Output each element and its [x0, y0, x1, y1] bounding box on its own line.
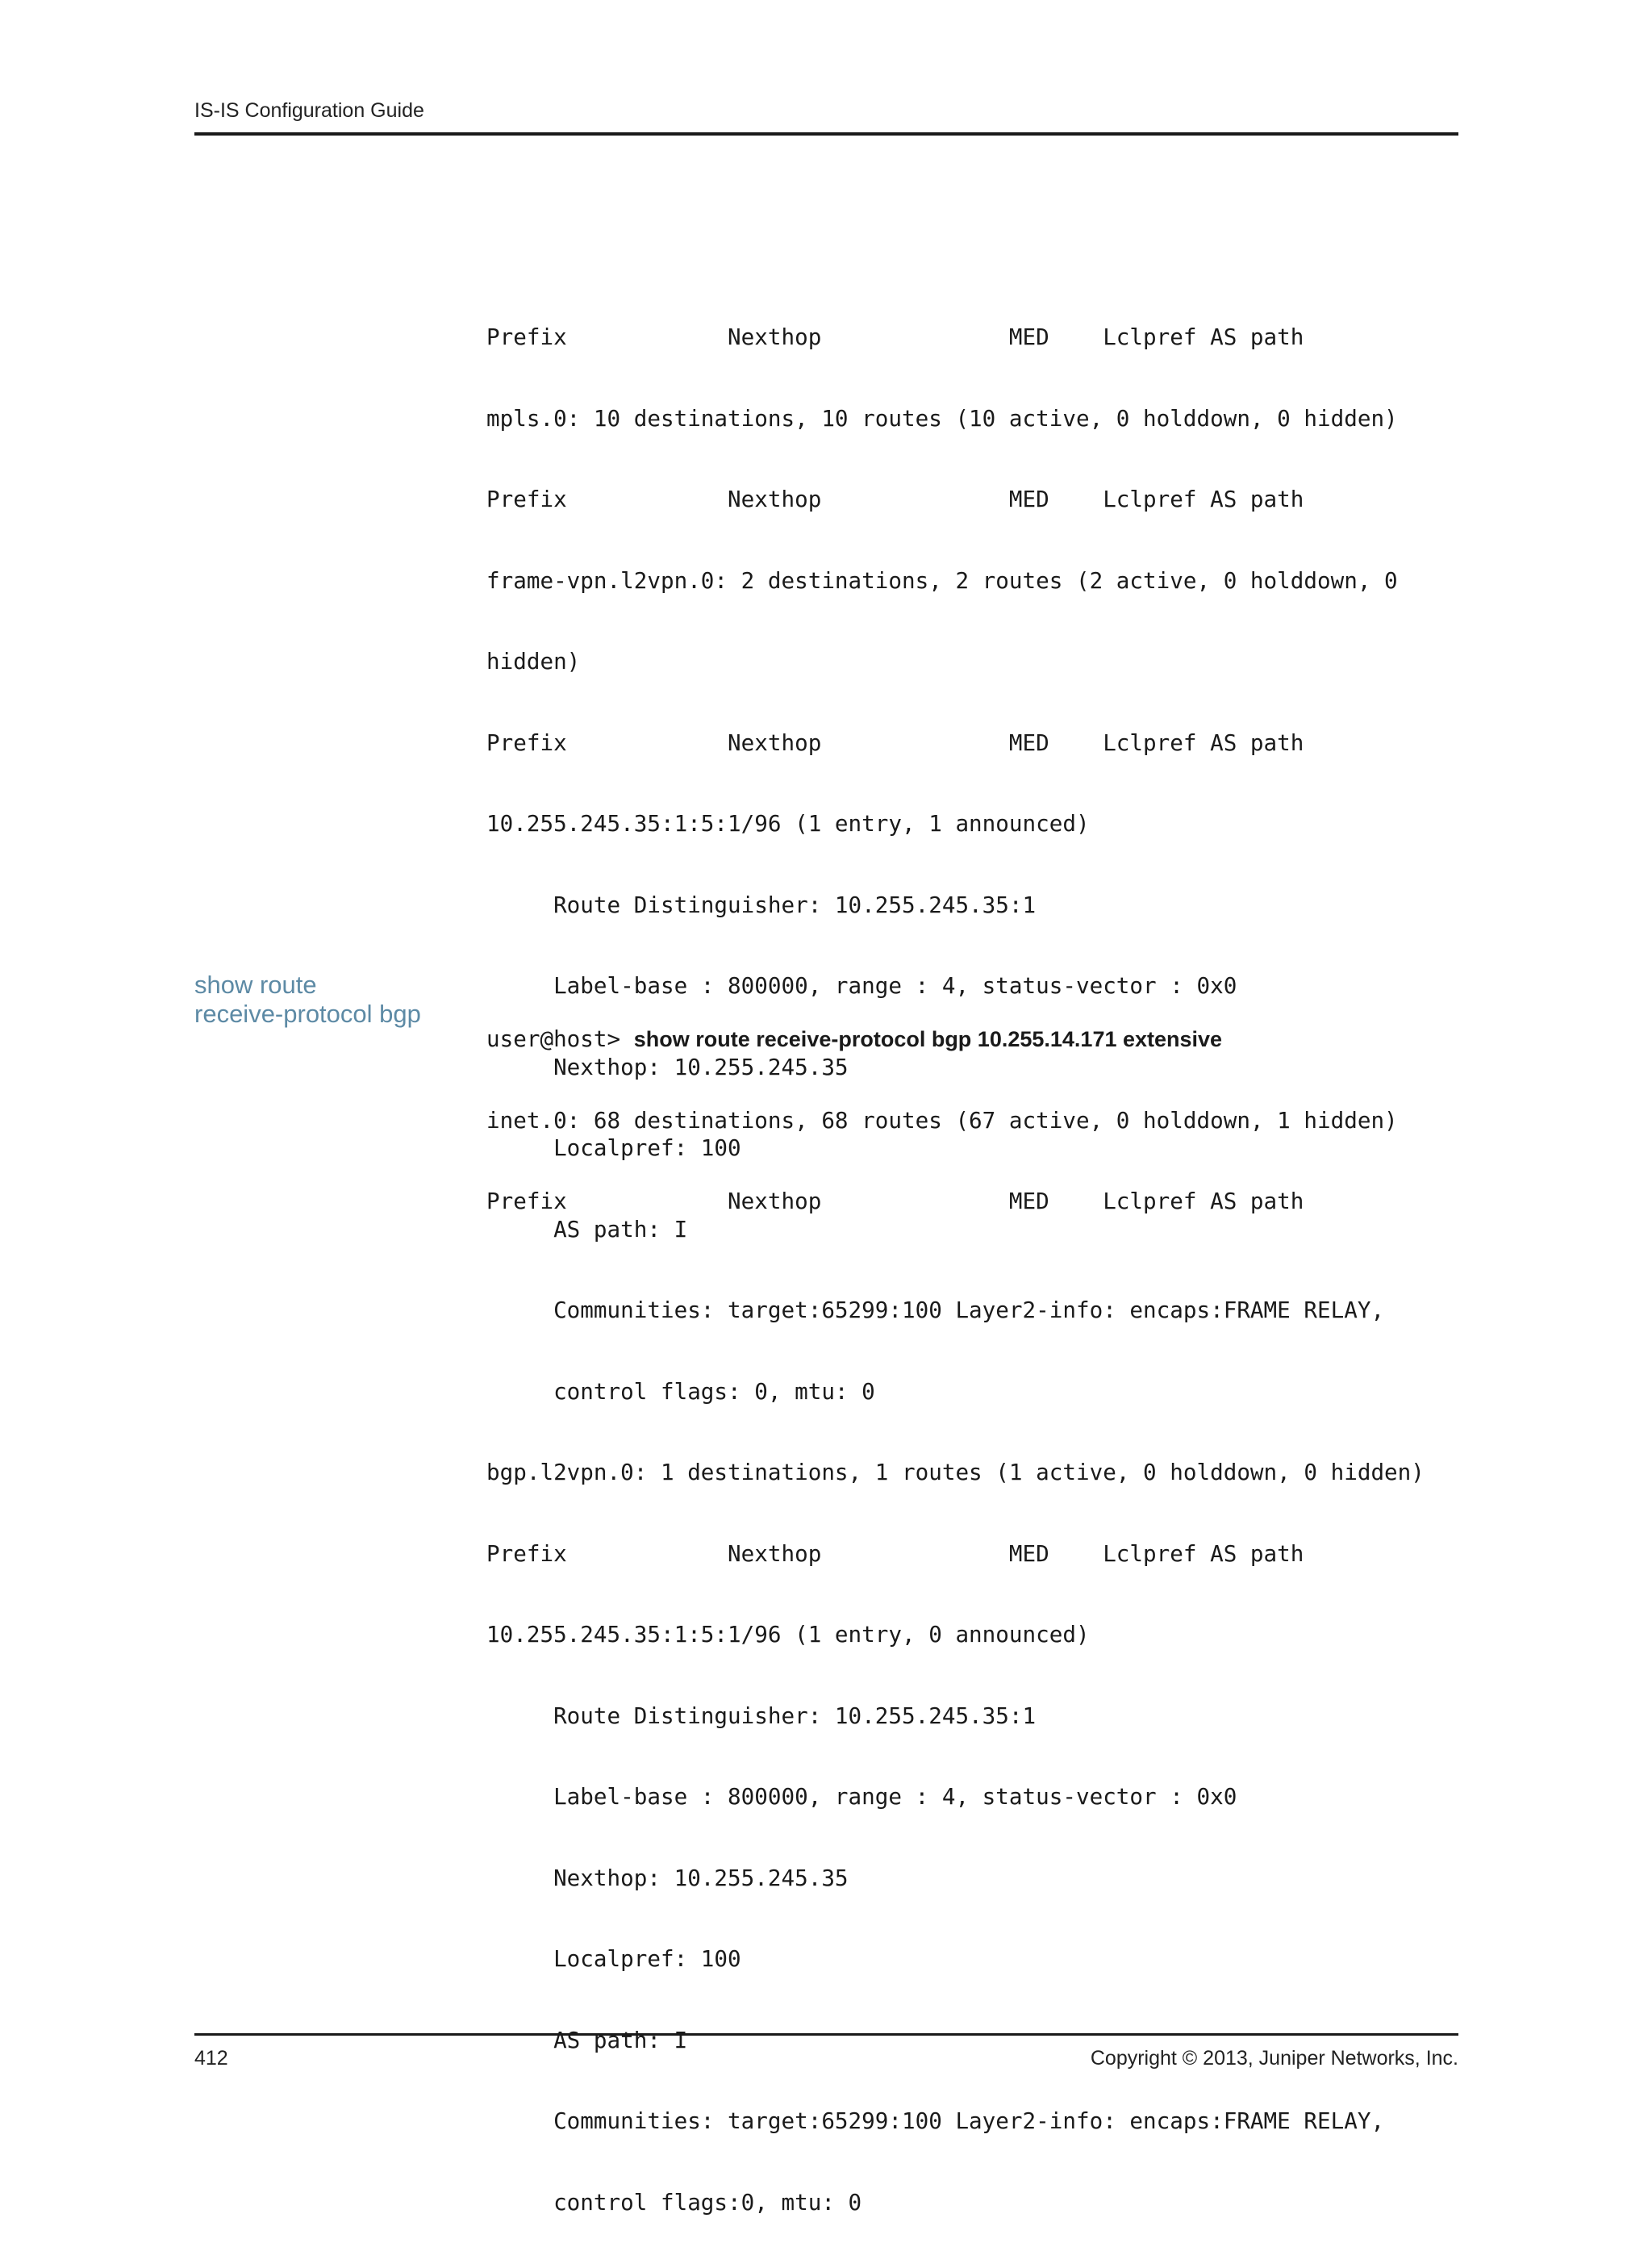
code-line: bgp.l2vpn.0: 1 destinations, 1 routes (1 active, 0 holddown, 0 hidden): [486, 1459, 1425, 1485]
page-header: [194, 97, 1458, 136]
code-line: mpls.0: 10 destinations, 10 routes (10 active, 0 holddown, 0 hidden): [486, 404, 1398, 432]
page-number: 412: [194, 2047, 228, 2070]
code-line: hidden): [486, 648, 581, 675]
section-label-line: show route: [194, 971, 317, 999]
code-line: Prefix Nexthop MED Lclpref AS path: [486, 324, 1304, 350]
code-line: Route Distinguisher: 10.255.245.35:1: [486, 891, 1037, 918]
guide-title: IS-IS Configuration Guide: [194, 99, 424, 122]
code-line: control flags:0, mtu: 0: [486, 2188, 862, 2216]
code-line: Communities: target:65299:100 Layer2-info: encaps:FRAME RELAY,: [486, 2107, 1385, 2134]
code-block-receive-protocol: [486, 971, 1422, 1242]
code-line: Prefix Nexthop MED Lclpref AS path: [486, 1188, 1304, 1214]
code-line: 10.255.245.35:1:5:1/96 (1 entry, 1 announced): [486, 810, 1090, 837]
code-line: Localpref: 100: [486, 1134, 741, 1161]
code-line: Label-base : 800000, range : 4, status-vector : 0x0: [486, 972, 1237, 999]
code-line: control flags: 0, mtu: 0: [486, 1377, 875, 1405]
code-line: Localpref: 100: [486, 1945, 741, 1972]
code-line: Prefix Nexthop MED Lclpref AS path: [486, 486, 1304, 512]
code-line: AS path: I: [486, 2026, 688, 2053]
code-line: Nexthop: 10.255.245.35: [486, 1864, 849, 1891]
command-line: [486, 1025, 1422, 1053]
code-line: Nexthop: 10.255.245.35: [486, 1053, 849, 1080]
section-label-line: receive-protocol bgp: [194, 1000, 421, 1028]
code-line: 10.255.245.35:1:5:1/96 (1 entry, 0 announced): [486, 1621, 1090, 1648]
code-line: Route Distinguisher: 10.255.245.35:1: [486, 1702, 1037, 1729]
code-block-route-output: [486, 269, 1425, 2243]
cli-prompt: user@host>: [486, 1025, 634, 1052]
section-label-show-route-receive-protocol-bgp: [194, 971, 469, 1029]
code-line: inet.0: 68 destinations, 68 routes (67 active, 0 holddown, 1 hidden): [486, 1106, 1398, 1134]
code-line: Prefix Nexthop MED Lclpref AS path: [486, 729, 1304, 756]
code-line: Communities: target:65299:100 Layer2-info: encaps:FRAME RELAY,: [486, 1297, 1385, 1323]
page-footer: [194, 2033, 1458, 2076]
code-line: Label-base : 800000, range : 4, status-vector : 0x0: [486, 1783, 1237, 1810]
cli-command: show route receive-protocol bgp 10.255.14.171 extensive: [633, 1027, 1223, 1051]
copyright-notice: Copyright © 2013, Juniper Networks, Inc.: [1090, 2047, 1458, 2070]
code-line: Prefix Nexthop MED Lclpref AS path: [486, 1539, 1304, 1567]
code-line: frame-vpn.l2vpn.0: 2 destinations, 2 routes (2 active, 0 holddown, 0: [486, 566, 1398, 594]
code-line: AS path: I: [486, 1215, 688, 1243]
